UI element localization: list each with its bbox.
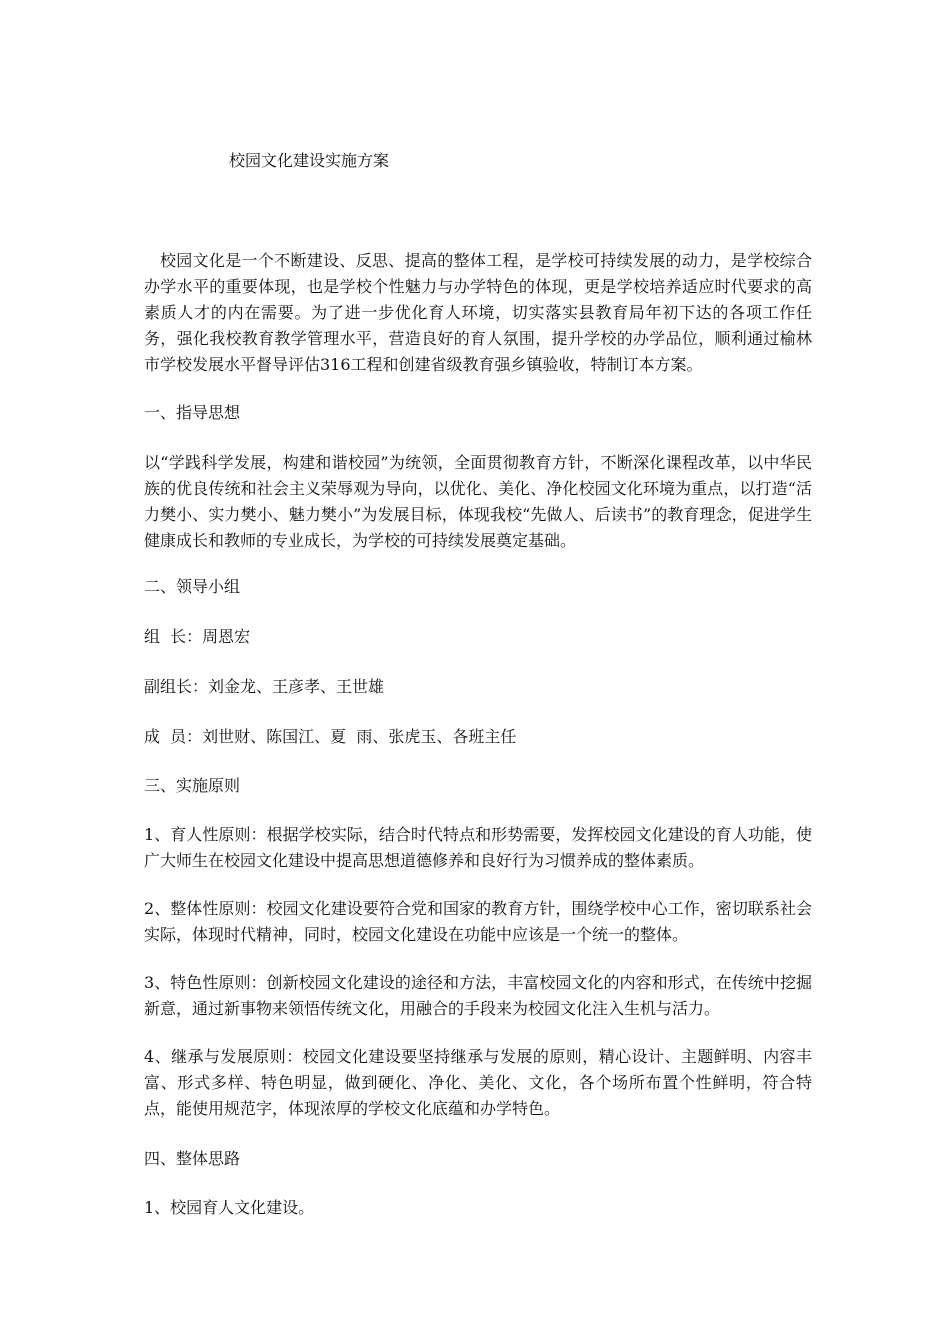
intro-paragraph: 校园文化是一个不断建设、反思、提高的整体工程，是学校可持续发展的动力，是学校综合办学水平的重要体现，也是学校个性魅力与办学特色的体现，更是学校培养适应时代要求的高素质人才的内在需要。为了进一步优化育人环境，切实落实县教育局年初下达的各项工作任务，强化我校教育教学管理水平，营造良好的育人氛围，提升学校的办学品位，顺利通过榆林市学校发展水平督导评估316工程和创建省级教育强乡镇验收，特制订本方案。 bbox=[144, 251, 812, 374]
guiding-ideology-paragraph: 以“学践科学发展，构建和谐校园”为统领，全面贯彻教育方针，不断深化课程改革，以中华民族的优良传统和社会主义荣辱观为导向，以优化、美化、净化校园文化环境为重点，以打造“活力樊小、实力樊小、魅力樊小”为发展目标，体现我校“先做人、后读书”的教育理念，促进学生健康成长和教师的专业成长，为学校的可持续发展奠定基础。 bbox=[144, 453, 812, 550]
principle-2-paragraph: 2、整体性原则：校园文化建设要符合党和国家的教育方针，围绕学校中心工作，密切联系社会实际，体现时代精神，同时，校园文化建设在功能中应该是一个统一的整体。 bbox=[144, 899, 812, 944]
principle-1-paragraph: 1、育人性原则：根据学校实际，结合时代特点和形势需要，发挥校园文化建设的育人功能，使广大师生在校园文化建设中提高思想道德修养和良好行为习惯养成的整体素质。 bbox=[144, 825, 812, 870]
document-title: 校园文化建设实施方案 bbox=[229, 151, 390, 170]
leadership-deputy: 副组长：刘金龙、王彦孝、王世雄 bbox=[144, 677, 385, 696]
principle-3-paragraph: 3、特色性原则：创新校园文化建设的途径和方法，丰富校园文化的内容和形式，在传统中挖掘新意，通过新事物来领悟传统文化，用融合的手段来为校园文化注入生机与活力。 bbox=[144, 973, 812, 1018]
section-heading-overall-approach: 四、整体思路 bbox=[144, 1149, 241, 1168]
overall-approach-item-1: 1、校园育人文化建设。 bbox=[144, 1198, 315, 1217]
section-heading-leadership-group: 二、领导小组 bbox=[144, 577, 241, 596]
leadership-leader: 组 长：周恩宏 bbox=[144, 627, 251, 646]
principle-4-paragraph: 4、继承与发展原则：校园文化建设要坚持继承与发展的原则，精心设计、主题鲜明、内容丰富、形式多样、特色明显，做到硬化、净化、美化、文化，各个场所布置个性鲜明，符合特点，能使用规范字，体现浓厚的学校文化底蕴和办学特色。 bbox=[144, 1047, 812, 1118]
section-heading-principles: 三、实施原则 bbox=[144, 776, 241, 795]
section-heading-guiding-ideology: 一、指导思想 bbox=[144, 403, 241, 422]
leadership-members: 成 员：刘世财、陈国江、夏 雨、张虎玉、各班主任 bbox=[144, 727, 517, 746]
